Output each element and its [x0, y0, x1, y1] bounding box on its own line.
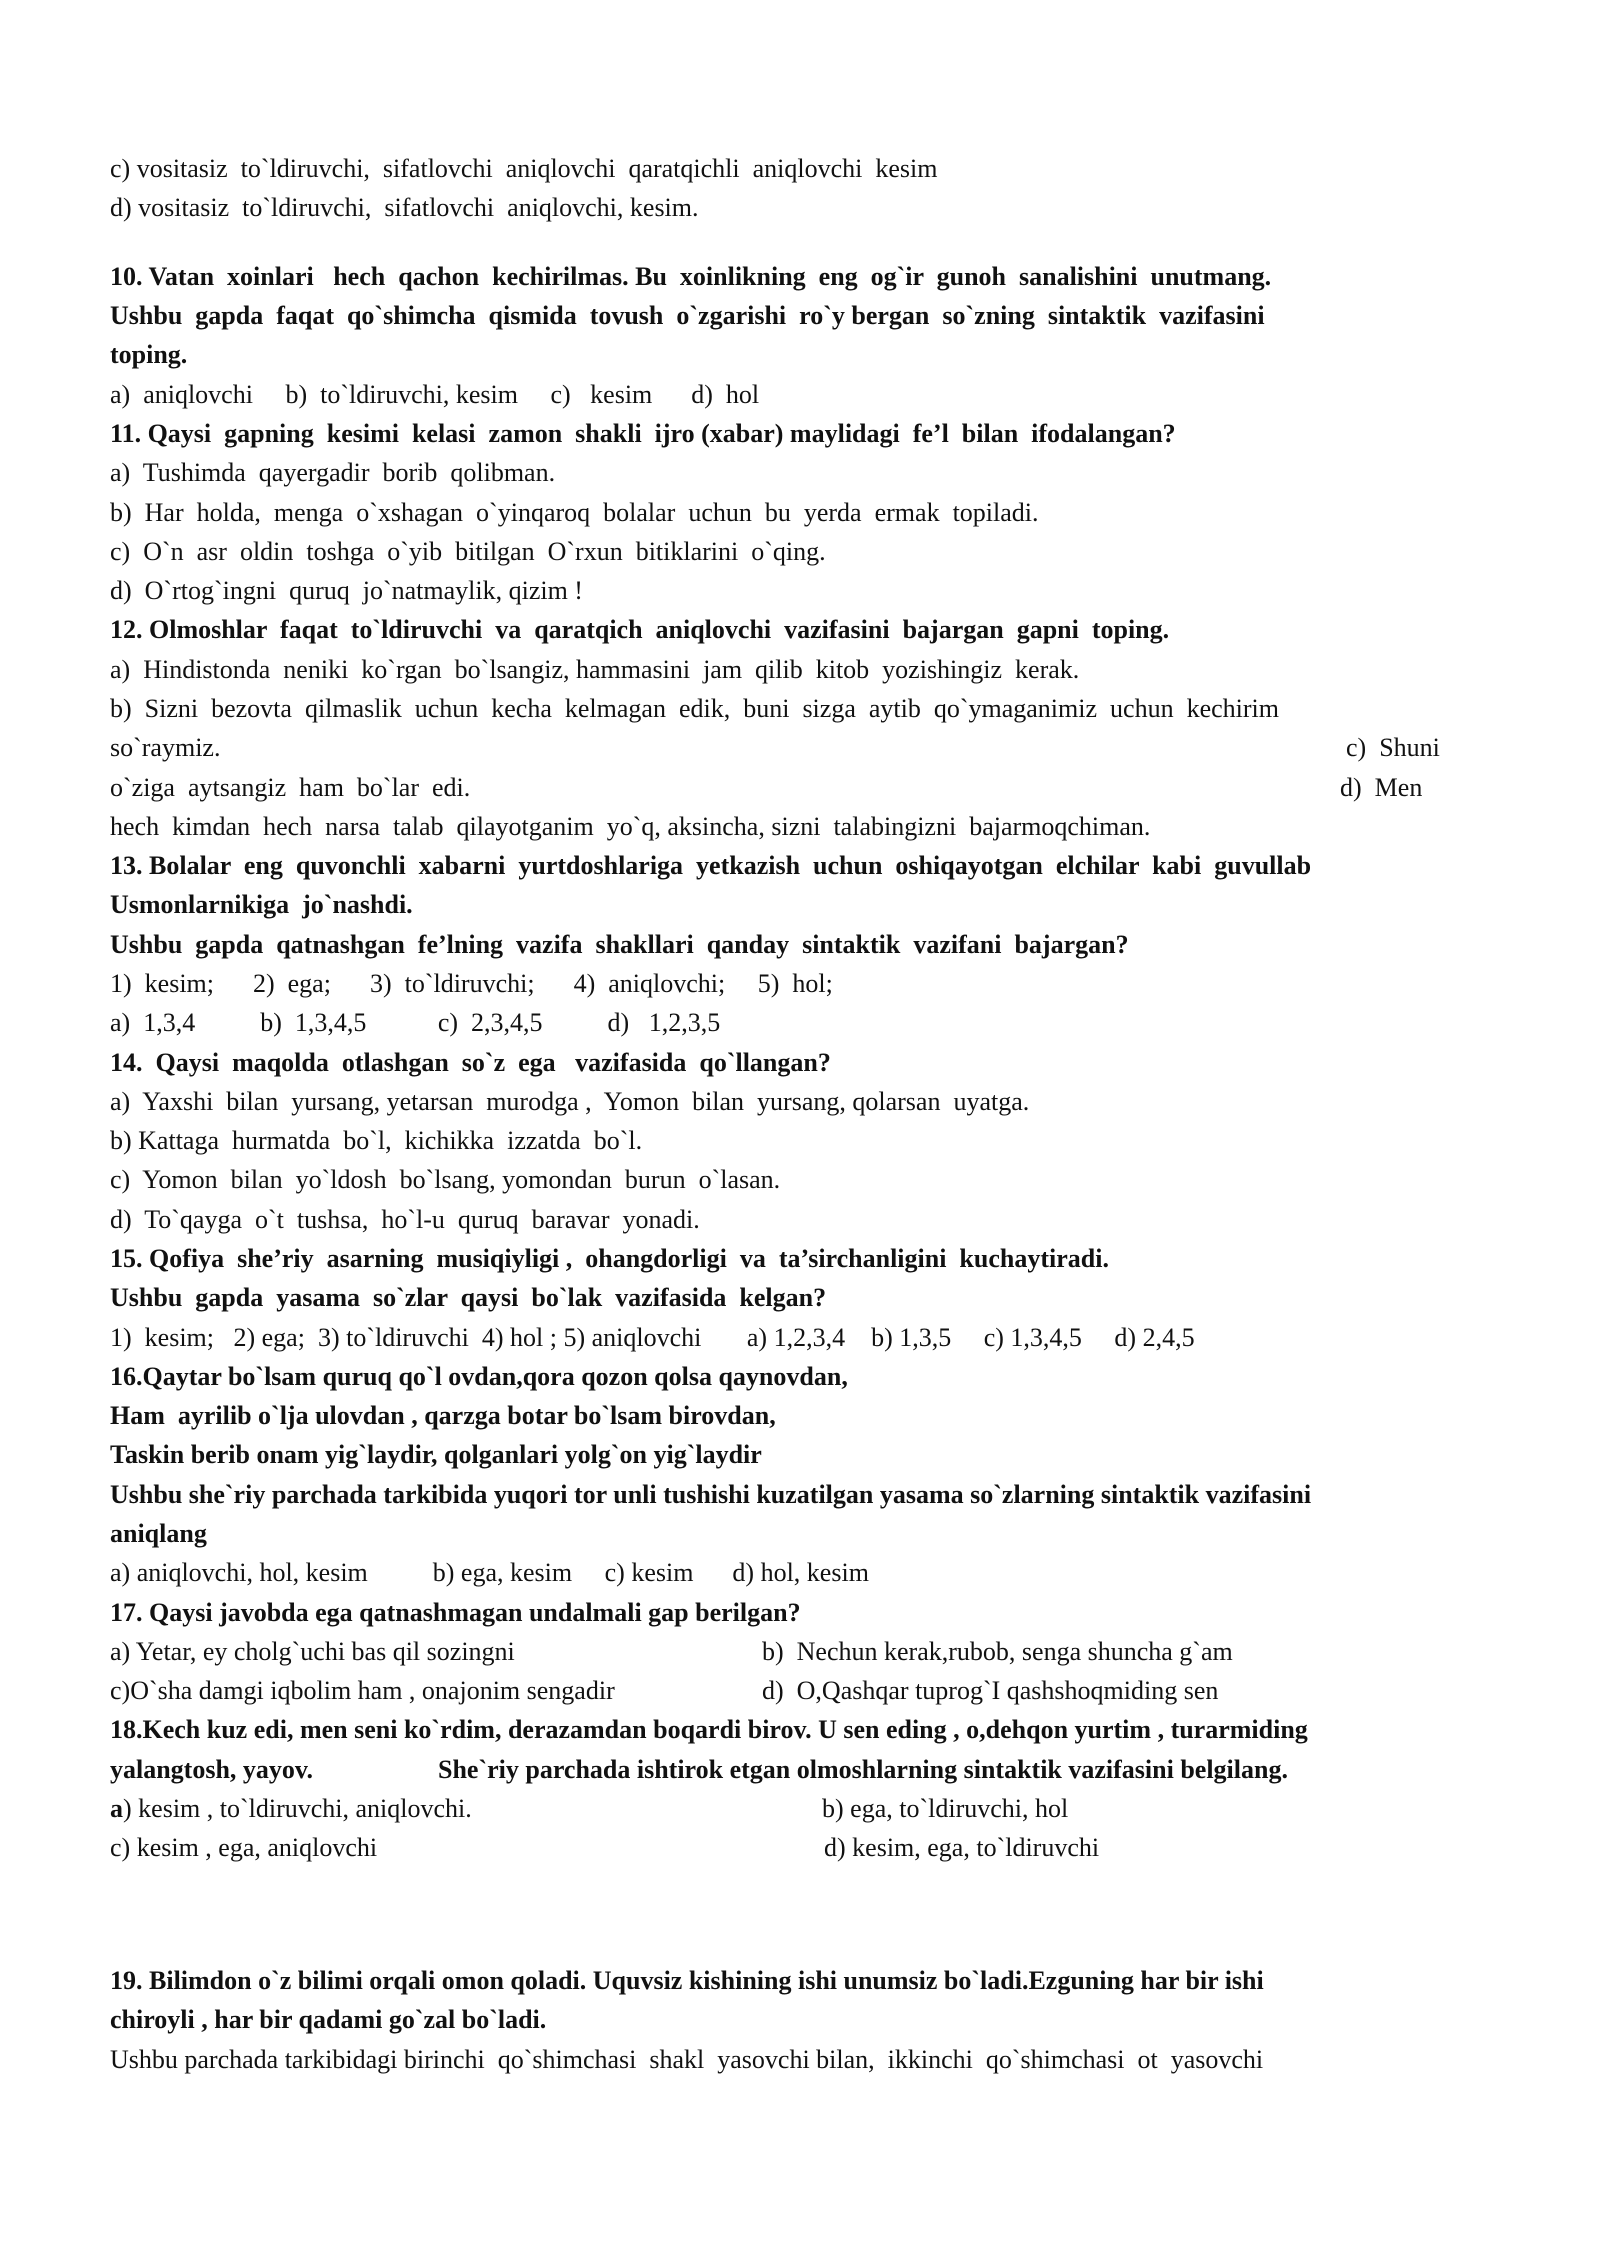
- question-15-text: Ushbu gapda yasama so`zlar qaysi bo`lak vazifasida kelgan?: [110, 1283, 827, 1312]
- options-line: 1) kesim; 2) ega; 3) to`ldiruvchi; 4) aniqlovchi; 5) hol;: [110, 969, 833, 998]
- option-line: c) O`n asr oldin toshga o`yib bitilgan O`rxun bitiklarini o`qing.: [110, 537, 826, 566]
- question-10-text: Ushbu gapda faqat qo`shimcha qismida tovush o`zgarishi ro`y bergan so`zning sintaktik vazifasini: [110, 301, 1265, 330]
- option-line: d) vositasiz to`ldiruvchi, sifatlovchi aniqlovchi, kesim.: [110, 193, 699, 222]
- option-line: a) Yetar, ey cholg`uchi bas qil sozingni: [110, 1637, 515, 1666]
- option-line: [110, 1794, 472, 1824]
- question-16-text: Ham ayrilib o`lja ulovdan , qarzga botar bo`lsam birovdan,: [110, 1401, 776, 1430]
- question-17: 17. Qaysi javobda ega qatnashmagan undalmali gap berilgan?: [110, 1598, 801, 1627]
- option-line: d) kesim, ega, to`ldiruvchi: [824, 1833, 1100, 1862]
- option-line: c) Yomon bilan yo`ldosh bo`lsang, yomondan burun o`lasan.: [110, 1165, 781, 1194]
- option-line: a) Tushimda qayergadir borib qolibman.: [110, 458, 556, 487]
- option-line: c) Shuni: [1346, 733, 1440, 762]
- options-line: a) aniqlovchi, hol, kesim b) ega, kesim c) kesim d) hol, kesim: [110, 1558, 869, 1587]
- option-line: d) O,Qashqar tuprog`I qashshoqmiding sen: [762, 1676, 1219, 1705]
- question-16-text: aniqlang: [110, 1519, 207, 1548]
- option-line: b) Sizni bezovta qilmaslik uchun kecha kelmagan edik, buni sizga aytib qo`ymaganimiz uchun kechirim: [110, 694, 1279, 723]
- question-18-text: She`riy parchada ishtirok etgan olmoshlarning sintaktik vazifasini belgilang.: [438, 1755, 1288, 1784]
- question-18: 18.Kech kuz edi, men seni ko`rdim, derazamdan boqardi birov. U sen eding , o,dehqon yurtim , turarmiding: [110, 1715, 1308, 1744]
- question-14: 14. Qaysi maqolda otlashgan so`z ega vazifasida qo`llangan?: [110, 1048, 831, 1077]
- question-19-text: chiroyli , har bir qadami go`zal bo`ladi.: [110, 2005, 547, 2034]
- option-line: b) Nechun kerak,rubob, senga shuncha g`am: [762, 1637, 1233, 1666]
- option-line: b) Kattaga hurmatda bo`l, kichikka izzatda bo`l.: [110, 1126, 643, 1155]
- question-19-text: Ushbu parchada tarkibidagi birinchi qo`shimchasi shakl yasovchi bilan, ikkinchi qo`shimchasi ot yasovchi: [110, 2045, 1264, 2074]
- option-line: c) kesim , ega, aniqlovchi: [110, 1833, 378, 1862]
- option-line: d) Men: [1340, 773, 1423, 802]
- option-line: a) Hindistonda neniki ko`rgan bo`lsangiz, hammasini jam qilib kitob yozishingiz kerak.: [110, 655, 1080, 684]
- option-line: so`raymiz.: [110, 733, 221, 762]
- question-18-text: yalangtosh, yayov.: [110, 1755, 313, 1784]
- question-11: 11. Qaysi gapning kesimi kelasi zamon shakli ijro (xabar) maylidagi fe’l bilan ifodalangan?: [110, 419, 1176, 448]
- options-line: 1) kesim; 2) ega; 3) to`ldiruvchi 4) hol ; 5) aniqlovchi a) 1,2,3,4 b) 1,3,5 c) 1,3,4,5 d) 2,4,5: [110, 1323, 1195, 1352]
- question-13-text: Usmonlarnikiga jo`nashdi.: [110, 890, 413, 919]
- options-line: a) 1,3,4 b) 1,3,4,5 c) 2,3,4,5 d) 1,2,3,5: [110, 1008, 721, 1037]
- option-line: hech kimdan hech narsa talab qilayotganim yo`q, aksincha, sizni talabingizni bajarmoqchiman.: [110, 812, 1151, 841]
- option-line: a) Yaxshi bilan yursang, yetarsan murodga , Yomon bilan yursang, qolarsan uyatga.: [110, 1087, 1030, 1116]
- question-16-text: Ushbu she`riy parchada tarkibida yuqori tor unli tushishi kuzatilgan yasama so`zlarning sintaktik vazifasini: [110, 1480, 1312, 1509]
- option-line: b) Har holda, menga o`xshagan o`yinqaroq bolalar uchun bu yerda ermak topiladi.: [110, 498, 1039, 527]
- option-line: c)O`sha damgi iqbolim ham , onajonim sengadir: [110, 1676, 615, 1705]
- option-letter: a: [110, 1794, 123, 1823]
- option-line: o`ziga aytsangiz ham bo`lar edi.: [110, 773, 471, 802]
- options-line: a) aniqlovchi b) to`ldiruvchi, kesim c) kesim d) hol: [110, 380, 760, 409]
- question-10-text: toping.: [110, 340, 188, 369]
- question-12: 12. Olmoshlar faqat to`ldiruvchi va qaratqich aniqlovchi vazifasini bajargan gapni toping.: [110, 615, 1170, 644]
- option-line: d) To`qayga o`t tushsa, ho`l-u quruq baravar yonadi.: [110, 1205, 700, 1234]
- question-15: 15. Qofiya she’riy asarning musiqiyligi , ohangdorligi va ta’sirchanligini kuchaytiradi.: [110, 1244, 1109, 1273]
- question-19: 19. Bilimdon o`z bilimi orqali omon qoladi. Uquvsiz kishining ishi unumsiz bo`ladi.Ezguning har bir ishi: [110, 1966, 1264, 1995]
- question-13-text: Ushbu gapda qatnashgan fe’lning vazifa shakllari qanday sintaktik vazifani bajargan?: [110, 930, 1129, 959]
- question-16: 16.Qaytar bo`lsam quruq qo`l ovdan,qora qozon qolsa qaynovdan,: [110, 1362, 848, 1391]
- question-10: 10. Vatan xoinlari hech qachon kechirilmas. Bu xoinlikning eng og`ir gunoh sanalishini unutmang.: [110, 262, 1272, 291]
- question-16-text: Taskin berib onam yig`laydir, qolganlari yolg`on yig`laydir: [110, 1440, 762, 1469]
- option-line: d) O`rtog`ingni quruq jo`natmaylik, qizim !: [110, 576, 583, 605]
- option-line: c) vositasiz to`ldiruvchi, sifatlovchi aniqlovchi qaratqichli aniqlovchi kesim: [110, 154, 938, 183]
- question-13: 13. Bolalar eng quvonchli xabarni yurtdoshlariga yetkazish uchun oshiqayotgan elchilar kabi guvullab: [110, 851, 1312, 880]
- option-text: ) kesim , to`ldiruvchi, aniqlovchi.: [123, 1794, 472, 1823]
- option-line: b) ega, to`ldiruvchi, hol: [822, 1794, 1069, 1823]
